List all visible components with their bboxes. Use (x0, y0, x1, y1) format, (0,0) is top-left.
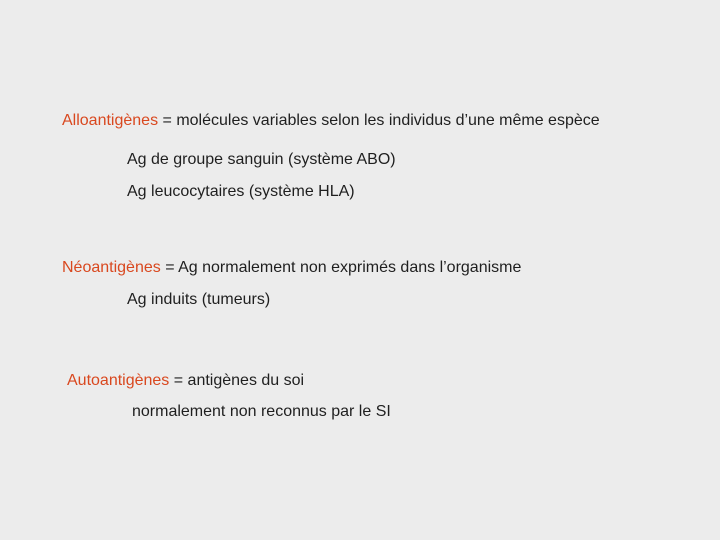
neoantigens-item-induced: Ag induits (tumeurs) (127, 291, 271, 308)
autoantigens-term: Autoantigènes (67, 372, 170, 389)
neoantigens-term: Néoantigènes (62, 259, 161, 276)
autoantigens-item-not-recognized: normalement non reconnus par le SI (132, 403, 391, 420)
neoantigens-heading (62, 258, 521, 278)
alloantigens-term: Alloantigènes (62, 112, 159, 129)
alloantigens-item-blood-group: Ag de groupe sanguin (système ABO) (127, 151, 396, 168)
alloantigens-definition: = molécules variables selon les individus d’une même espèce (158, 112, 600, 129)
autoantigens-definition: = antigènes du soi (169, 372, 305, 389)
alloantigens-item-leukocyte: Ag leucocytaires (système HLA) (127, 183, 355, 200)
alloantigens-heading (62, 111, 600, 131)
autoantigens-heading (67, 371, 304, 391)
neoantigens-definition: = Ag normalement non exprimés dans l’organisme (160, 259, 522, 276)
